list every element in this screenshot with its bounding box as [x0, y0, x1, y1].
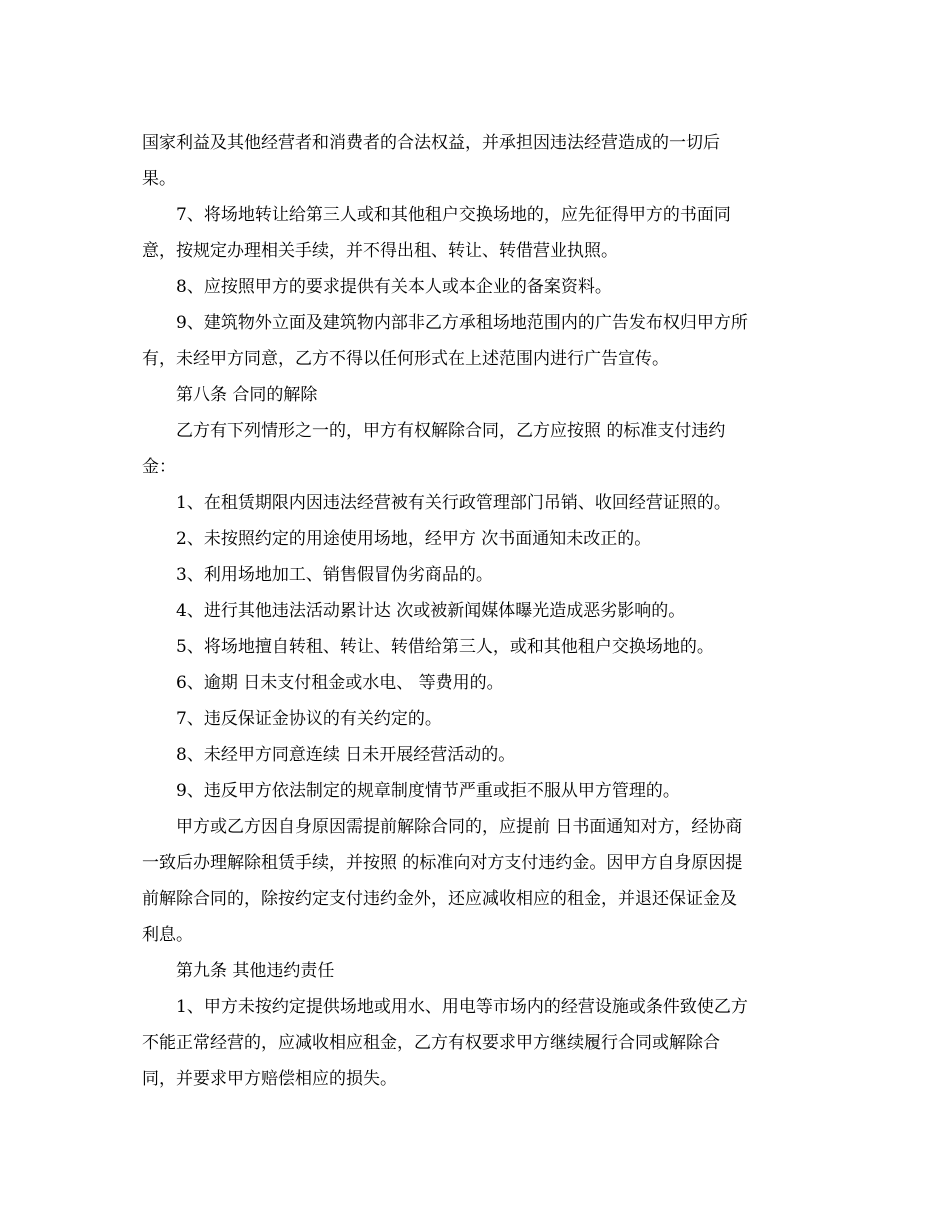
paragraph-line: 6、逾期 日未支付租金或水电、 等费用的。 — [176, 673, 504, 693]
paragraph-line: 9、违反甲方依法制定的规章制度情节严重或拒不服从甲方管理的。 — [176, 781, 680, 801]
paragraph-line: 4、进行其他违法活动累计达 次或被新闻媒体曝光造成恶劣影响的。 — [176, 601, 686, 621]
paragraph-line: 有，未经甲方同意，乙方不得以任何形式在上述范围内进行广告宣传。 — [142, 349, 669, 369]
section-heading: 第九条 其他违约责任 — [176, 961, 335, 981]
paragraph-line: 9、建筑物外立面及建筑物内部非乙方承租场地范围内的广告发布权归甲方所 — [176, 313, 748, 333]
paragraph-line: 同，并要求甲方赔偿相应的损失。 — [142, 1069, 397, 1089]
paragraph-line: 7、违反保证金协议的有关约定的。 — [176, 709, 442, 729]
paragraph-line: 7、将场地转让给第三人或和其他租户交换场地的，应先征得甲方的书面同 — [176, 205, 731, 225]
paragraph-line: 1、在租赁期限内因违法经营被有关行政管理部门吊销、收回经营证照的。 — [176, 493, 731, 513]
paragraph-line: 金： — [142, 457, 176, 477]
paragraph-line: 利息。 — [142, 925, 193, 945]
paragraph-line: 前解除合同的，除按约定支付违约金外，还应减收相应的租金，并退还保证金及 — [142, 889, 737, 909]
paragraph-line: 8、应按照甲方的要求提供有关本人或本企业的备案资料。 — [176, 277, 612, 297]
paragraph-line: 2、未按照约定的用途使用场地，经甲方 次书面通知未改正的。 — [176, 529, 652, 549]
document-body — [142, 125, 812, 1097]
section-heading: 第八条 合同的解除 — [176, 385, 318, 405]
paragraph-line: 5、将场地擅自转租、转让、转借给第三人，或和其他租户交换场地的。 — [176, 637, 714, 657]
paragraph-line: 果。 — [142, 169, 176, 189]
paragraph-line: 乙方有下列情形之一的，甲方有权解除合同，乙方应按照 的标准支付违约 — [176, 421, 726, 441]
paragraph-line: 甲方或乙方因自身原因需提前解除合同的，应提前 日书面通知对方，经协商 — [176, 817, 743, 837]
paragraph-line: 3、利用场地加工、销售假冒伪劣商品的。 — [176, 565, 493, 585]
paragraph-line: 1、甲方未按约定提供场地或用水、用电等市场内的经营设施或条件致使乙方 — [176, 997, 748, 1017]
paragraph-line: 不能正常经营的，应减收相应租金，乙方有权要求甲方继续履行合同或解除合 — [142, 1033, 720, 1053]
paragraph-line: 8、未经甲方同意连续 日未开展经营活动的。 — [176, 745, 516, 765]
paragraph-line: 国家利益及其他经营者和消费者的合法权益，并承担因违法经营造成的一切后 — [142, 133, 720, 153]
paragraph-line: 一致后办理解除租赁手续，并按照 的标准向对方支付违约金。因甲方自身原因提 — [142, 853, 743, 873]
paragraph-line: 意，按规定办理相关手续，并不得出租、转让、转借营业执照。 — [142, 241, 618, 261]
